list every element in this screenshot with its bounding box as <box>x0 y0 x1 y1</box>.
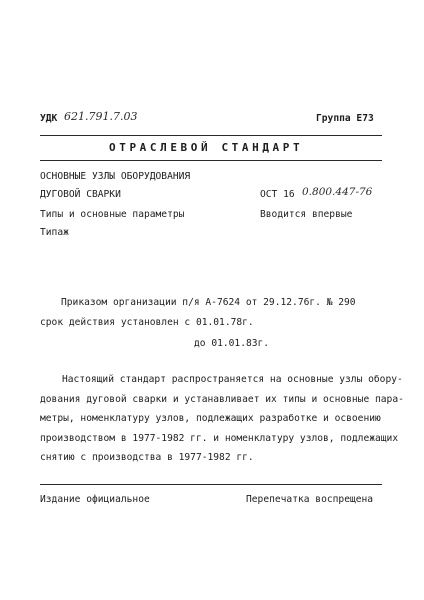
order-line2: срок действия установлен с 01.01.78г. <box>40 317 254 328</box>
footer-rule <box>40 484 382 485</box>
body-line-1: Настоящий стандарт распространяется на основные узлы обору- <box>62 374 403 385</box>
standard-subtitle-2: Типаж <box>40 227 69 238</box>
body-line-4: производством в 1977-1982 гг. и номенклатуру узлов, подлежащих <box>40 432 399 444</box>
order-line3: до 01.01.83г. <box>194 338 270 349</box>
udk-label: УДК <box>40 113 58 124</box>
ost-number: 0.800.447-76 <box>302 186 373 198</box>
intro-note: Вводится впервые <box>260 209 353 220</box>
footer-reprint-forbidden: Перепечатка воспрещена <box>246 494 374 505</box>
order-line1: Приказом организации п/я А-7624 от 29.12.76г. № 290 <box>61 297 356 308</box>
body-paragraph <box>40 370 404 468</box>
group-label: Группа Е73 <box>316 113 374 124</box>
standard-subtitle: Типы и основные параметры <box>40 209 185 220</box>
title-top-rule <box>40 135 382 136</box>
udk-code: 621.791.7.03 <box>64 110 138 123</box>
body-line-2: дования дуговой сварки и устанавливает их типы и основные пара- <box>40 393 404 405</box>
body-line-3: метры, номенклатуру узлов, подлежащих разработке и освоению <box>40 413 381 425</box>
body-line-5: снятию с производства в 1977-1982 гг. <box>40 452 254 464</box>
title-bottom-rule <box>40 160 382 161</box>
document-title: ОТРАСЛЕВОЙ СТАНДАРТ <box>109 141 304 154</box>
standard-name-line2: ДУГОВОЙ СВАРКИ <box>40 189 121 200</box>
ost-prefix: ОСТ 16 <box>260 189 295 200</box>
footer-official-edition: Издание официальное <box>40 494 150 505</box>
standard-name-line1: ОСНОВНЫЕ УЗЛЫ ОБОРУДОВАНИЯ <box>40 171 191 182</box>
